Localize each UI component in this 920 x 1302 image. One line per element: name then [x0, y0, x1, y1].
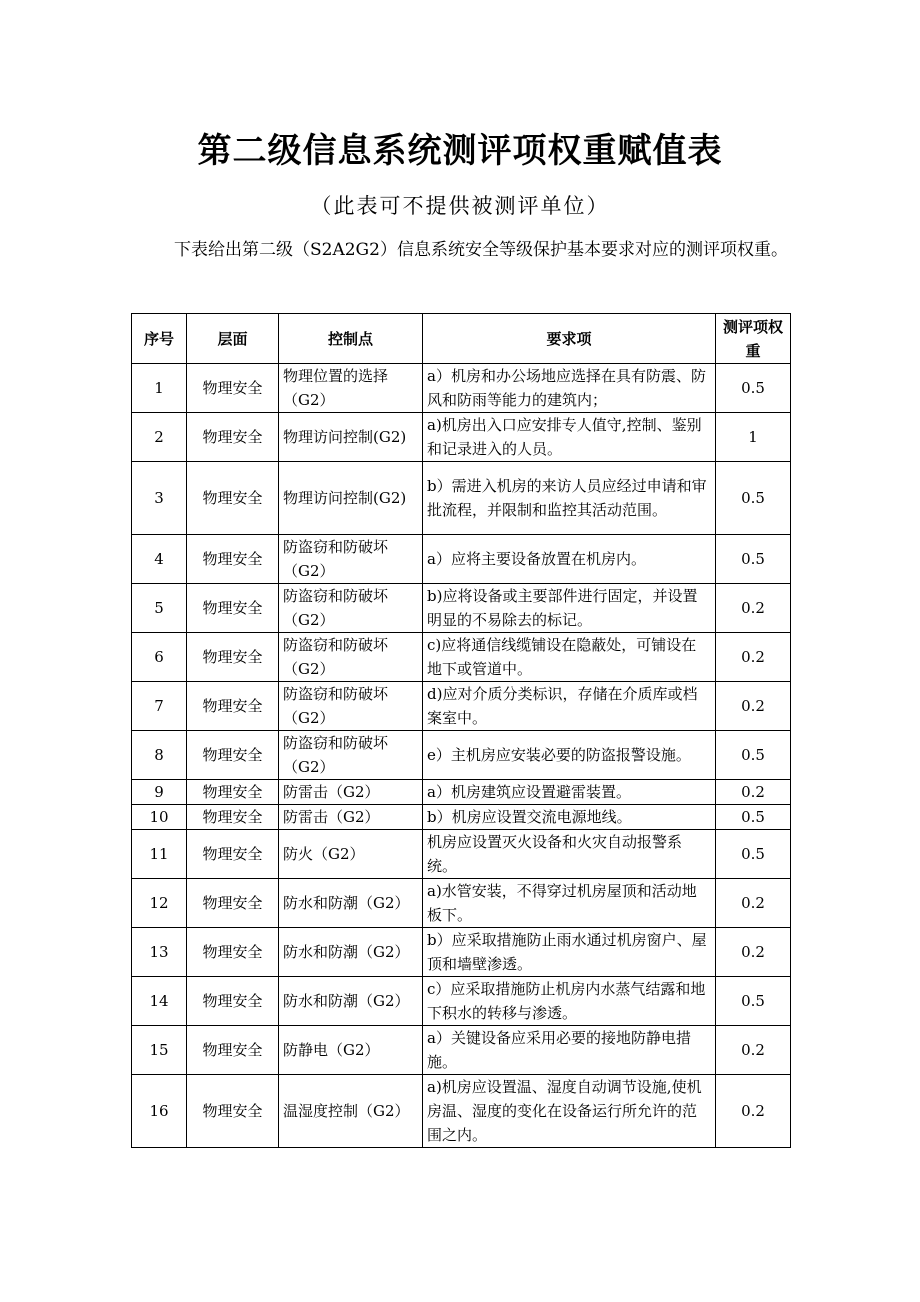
header-level: 层面: [187, 314, 279, 364]
row-weight: 0.2: [716, 682, 791, 731]
row-no: 5: [132, 584, 187, 633]
row-weight: 0.2: [716, 584, 791, 633]
table-row: [132, 977, 791, 1026]
table-row: [132, 584, 791, 633]
row-level: 物理安全: [187, 830, 279, 879]
row-no: 16: [132, 1075, 187, 1148]
row-requirement: d)应对介质分类标识，存储在介质库或档案室中。: [423, 682, 716, 731]
row-weight: 0.2: [716, 1026, 791, 1075]
row-level: 物理安全: [187, 584, 279, 633]
header-control: 控制点: [279, 314, 423, 364]
row-control: 物理位置的选择（G2）: [279, 364, 423, 413]
row-requirement: a)机房出入口应安排专人值守,控制、鉴别和记录进入的人员。: [423, 413, 716, 462]
row-level: 物理安全: [187, 413, 279, 462]
row-no: 8: [132, 731, 187, 780]
table-header-row: [132, 314, 791, 364]
row-control: 温湿度控制（G2）: [279, 1075, 423, 1148]
row-weight: 0.2: [716, 928, 791, 977]
row-weight: 0.5: [716, 805, 791, 830]
row-weight: 0.2: [716, 1075, 791, 1148]
row-no: 6: [132, 633, 187, 682]
table-row: [132, 928, 791, 977]
table-row: [132, 364, 791, 413]
header-weight: 测评项权重: [716, 314, 791, 364]
row-control: 物理访问控制(G2): [279, 413, 423, 462]
row-weight: 0.5: [716, 364, 791, 413]
row-weight: 0.5: [716, 535, 791, 584]
table-row: [132, 780, 791, 805]
row-no: 1: [132, 364, 187, 413]
row-control: 防火（G2）: [279, 830, 423, 879]
row-requirement: a）机房建筑应设置避雷装置。: [423, 780, 716, 805]
row-weight: 0.5: [716, 830, 791, 879]
row-no: 11: [132, 830, 187, 879]
row-level: 物理安全: [187, 731, 279, 780]
page-title: 第二级信息系统测评项权重赋值表: [197, 131, 723, 171]
row-no: 4: [132, 535, 187, 584]
row-requirement: 机房应设置灭火设备和火灾自动报警系统。: [423, 830, 716, 879]
row-control: 防盗窃和防破坏（G2）: [279, 535, 423, 584]
row-requirement: c)应将通信线缆铺设在隐蔽处，可铺设在地下或管道中。: [423, 633, 716, 682]
row-requirement: c）应采取措施防止机房内水蒸气结露和地下积水的转移与渗透。: [423, 977, 716, 1026]
row-level: 物理安全: [187, 633, 279, 682]
row-requirement: a)水管安装，不得穿过机房屋顶和活动地板下。: [423, 879, 716, 928]
row-control: 防水和防潮（G2）: [279, 977, 423, 1026]
row-control: 防雷击（G2）: [279, 805, 423, 830]
row-requirement: b）应采取措施防止雨水通过机房窗户、屋顶和墙壁渗透。: [423, 928, 716, 977]
row-no: 13: [132, 928, 187, 977]
row-requirement: a)机房应设置温、湿度自动调节设施,使机房温、湿度的变化在设备运行所允许的范围之内。: [423, 1075, 716, 1148]
table-row: [132, 731, 791, 780]
row-level: 物理安全: [187, 780, 279, 805]
table-row: [132, 1026, 791, 1075]
weight-table: [131, 313, 791, 1148]
row-level: 物理安全: [187, 682, 279, 731]
row-control: 防水和防潮（G2）: [279, 928, 423, 977]
row-weight: 0.2: [716, 780, 791, 805]
subtitle: （此表可不提供被测评单位）: [310, 194, 610, 218]
row-requirement: a）机房和办公场地应选择在具有防震、防风和防雨等能力的建筑内；: [423, 364, 716, 413]
row-no: 7: [132, 682, 187, 731]
table-row: [132, 462, 791, 535]
table-row: [132, 633, 791, 682]
row-requirement: a）应将主要设备放置在机房内。: [423, 535, 716, 584]
row-no: 12: [132, 879, 187, 928]
row-level: 物理安全: [187, 364, 279, 413]
row-control: 防盗窃和防破坏（G2）: [279, 633, 423, 682]
table-body: [132, 364, 791, 1148]
row-control: 防水和防潮（G2）: [279, 879, 423, 928]
row-weight: 0.5: [716, 462, 791, 535]
header-no: 序号: [132, 314, 187, 364]
header-requirement: 要求项: [423, 314, 716, 364]
table-row: [132, 805, 791, 830]
row-level: 物理安全: [187, 535, 279, 584]
row-level: 物理安全: [187, 805, 279, 830]
table-row: [132, 830, 791, 879]
row-requirement: e）主机房应安装必要的防盗报警设施。: [423, 731, 716, 780]
row-weight: 0.5: [716, 731, 791, 780]
row-no: 15: [132, 1026, 187, 1075]
row-weight: 0.5: [716, 977, 791, 1026]
row-control: 防盗窃和防破坏（G2）: [279, 584, 423, 633]
row-control: 物理访问控制(G2): [279, 462, 423, 535]
row-control: 防盗窃和防破坏（G2）: [279, 731, 423, 780]
row-control: 防静电（G2）: [279, 1026, 423, 1075]
row-level: 物理安全: [187, 928, 279, 977]
table-row: [132, 1075, 791, 1148]
row-level: 物理安全: [187, 1075, 279, 1148]
row-requirement: b）机房应设置交流电源地线。: [423, 805, 716, 830]
row-requirement: b)应将设备或主要部件进行固定，并设置明显的不易除去的标记。: [423, 584, 716, 633]
row-control: 防盗窃和防破坏（G2）: [279, 682, 423, 731]
table-row: [132, 682, 791, 731]
row-level: 物理安全: [187, 977, 279, 1026]
row-weight: 1: [716, 413, 791, 462]
intro-paragraph: 下表给出第二级（S2A2G2）信息系统安全等级保护基本要求对应的测评项权重。: [174, 240, 788, 260]
row-no: 14: [132, 977, 187, 1026]
table-row: [132, 535, 791, 584]
row-level: 物理安全: [187, 1026, 279, 1075]
row-level: 物理安全: [187, 462, 279, 535]
row-no: 3: [132, 462, 187, 535]
row-requirement: b）需进入机房的来访人员应经过申请和审批流程，并限制和监控其活动范围。: [423, 462, 716, 535]
row-weight: 0.2: [716, 633, 791, 682]
row-no: 9: [132, 780, 187, 805]
table-row: [132, 413, 791, 462]
row-weight: 0.2: [716, 879, 791, 928]
row-level: 物理安全: [187, 879, 279, 928]
row-no: 2: [132, 413, 187, 462]
row-requirement: a）关键设备应采用必要的接地防静电措施。: [423, 1026, 716, 1075]
table-row: [132, 879, 791, 928]
row-no: 10: [132, 805, 187, 830]
row-control: 防雷击（G2）: [279, 780, 423, 805]
